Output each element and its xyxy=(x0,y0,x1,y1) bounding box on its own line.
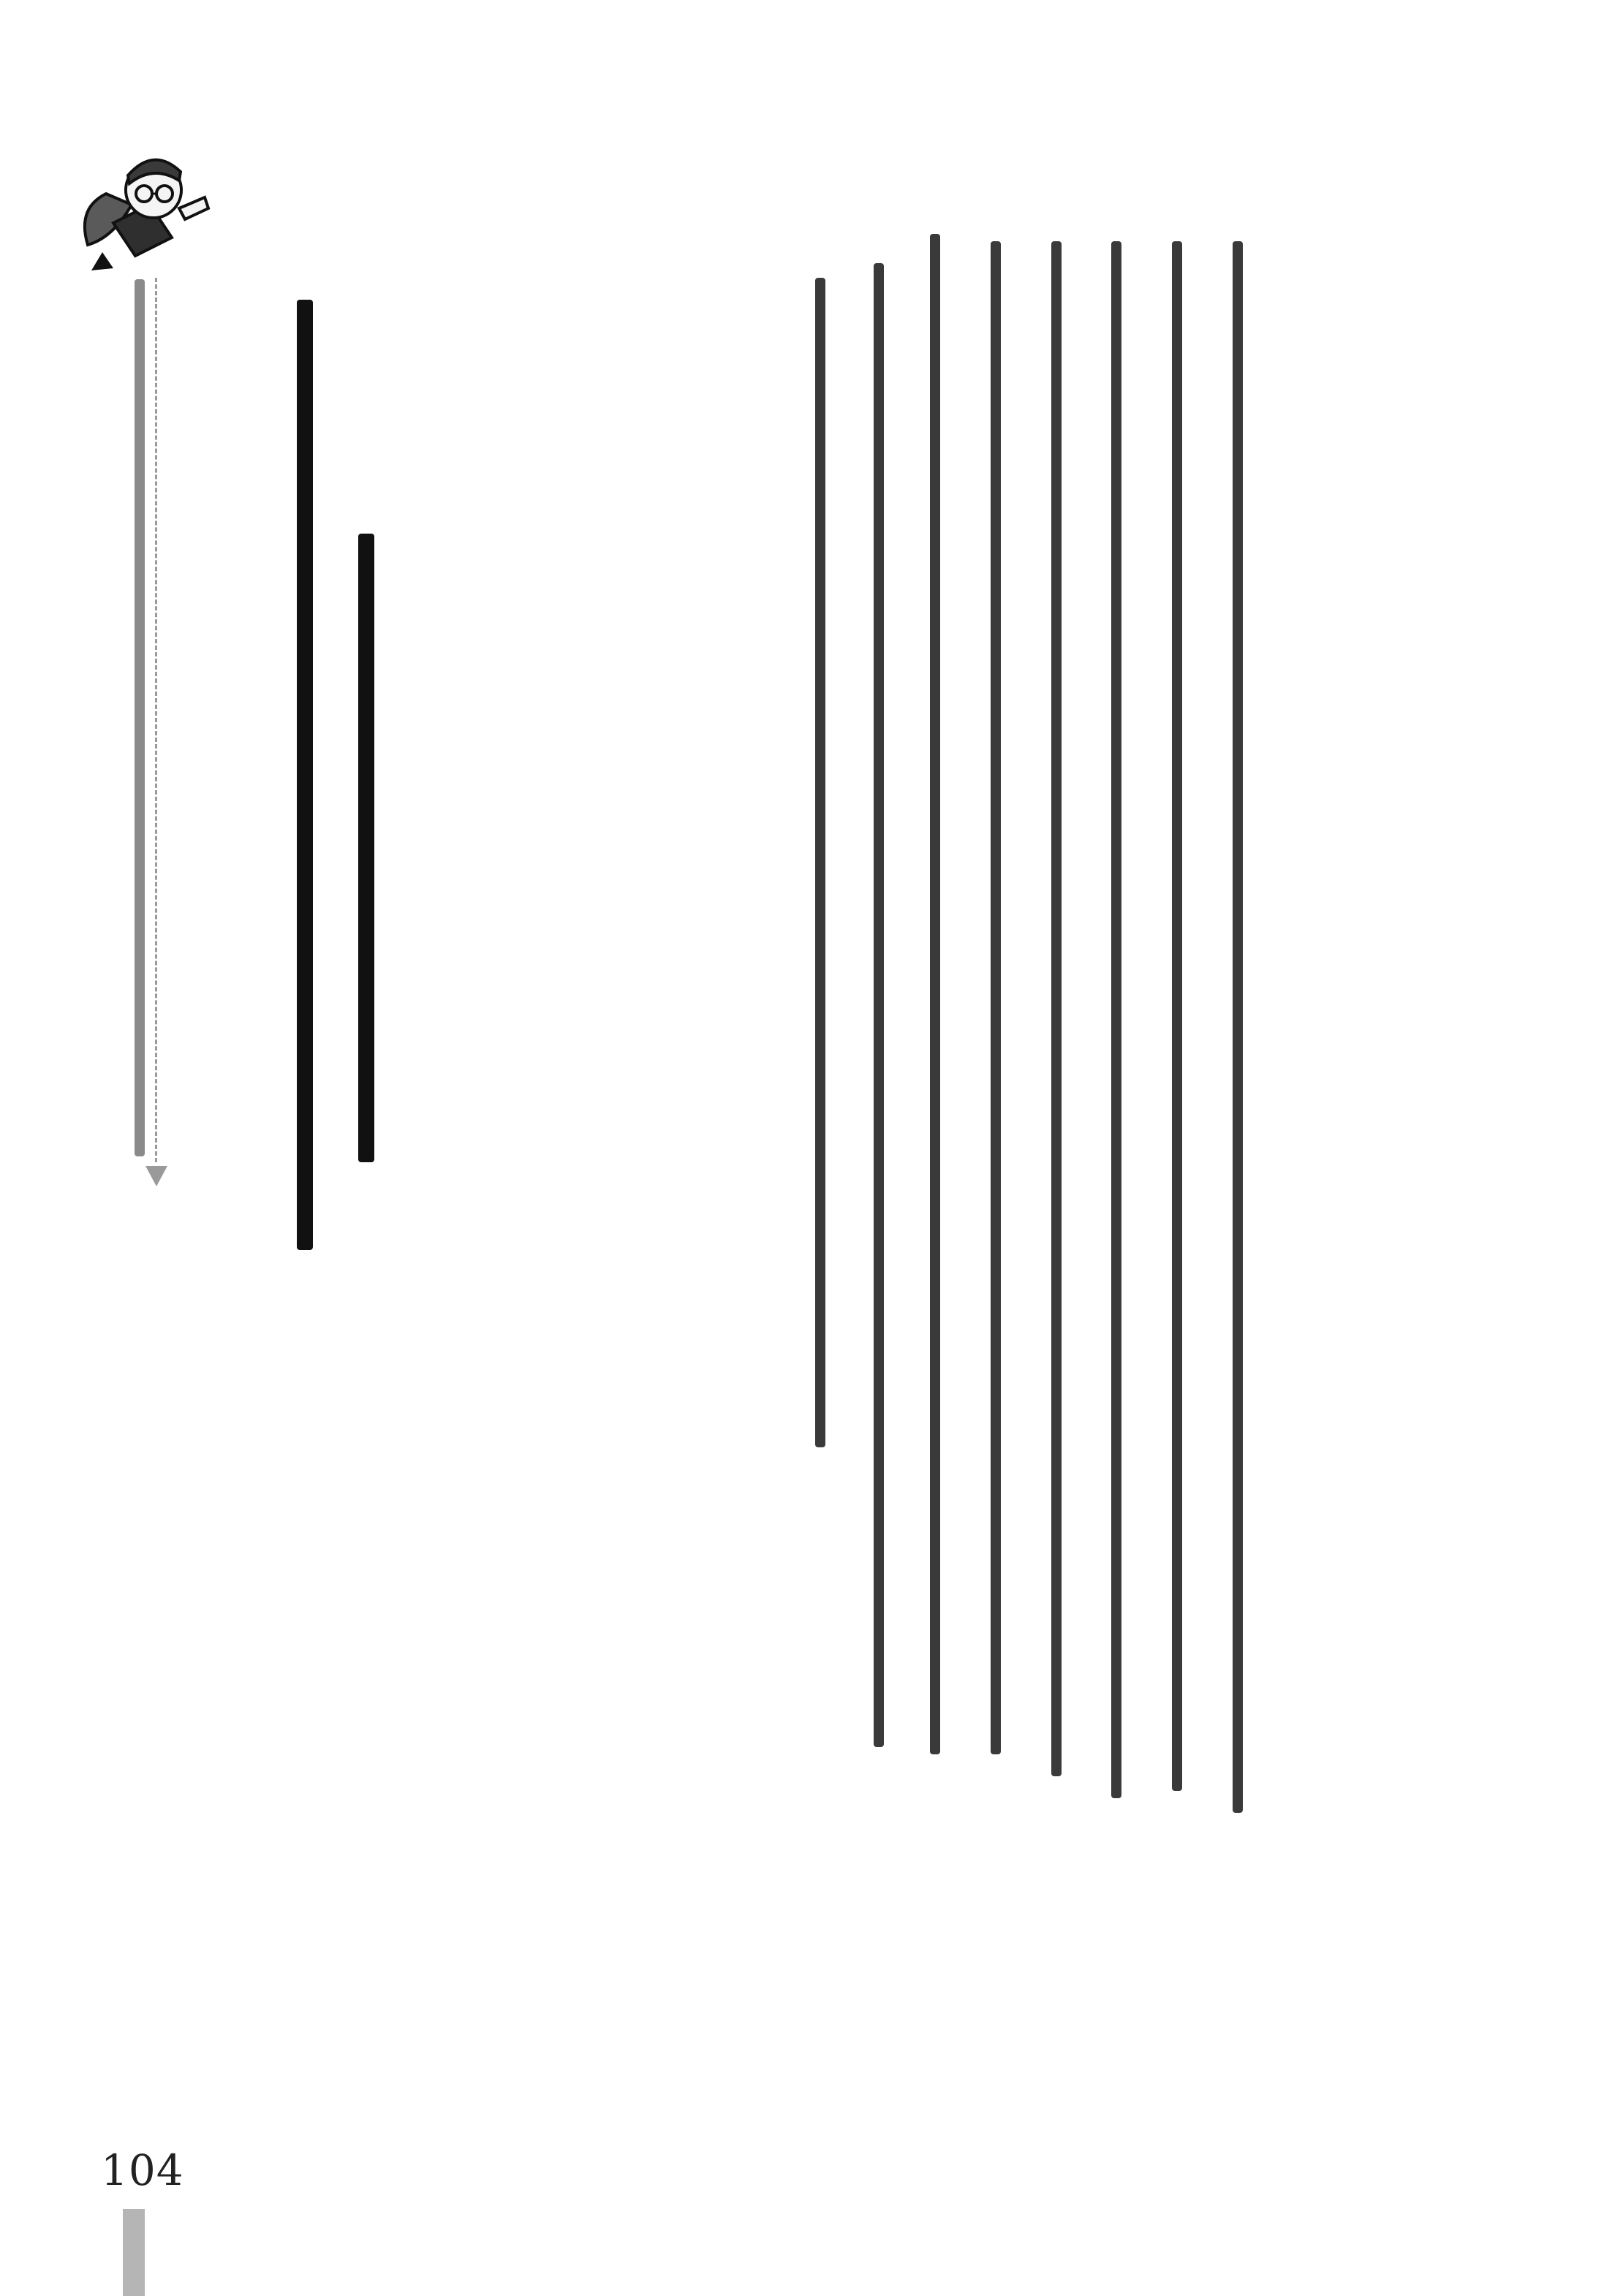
dashed-guide-line xyxy=(155,278,157,1162)
page-number: 104 xyxy=(101,2145,184,2195)
body-text-line xyxy=(874,263,884,1747)
guide-arrow-icon xyxy=(145,1166,167,1186)
body-text-line xyxy=(1172,241,1182,1791)
body-text-line xyxy=(1233,241,1243,1813)
running-header-line xyxy=(135,279,145,1156)
section-heading-line xyxy=(297,300,313,1250)
body-text-line xyxy=(815,278,825,1447)
body-text-line xyxy=(1111,241,1121,1798)
body-text-line xyxy=(930,234,940,1754)
body-text-line xyxy=(991,241,1001,1754)
flying-child-mascot-icon xyxy=(62,135,223,274)
body-text-line xyxy=(1051,241,1062,1776)
section-heading-line xyxy=(358,534,374,1162)
page-edge-tab xyxy=(123,2209,145,2296)
